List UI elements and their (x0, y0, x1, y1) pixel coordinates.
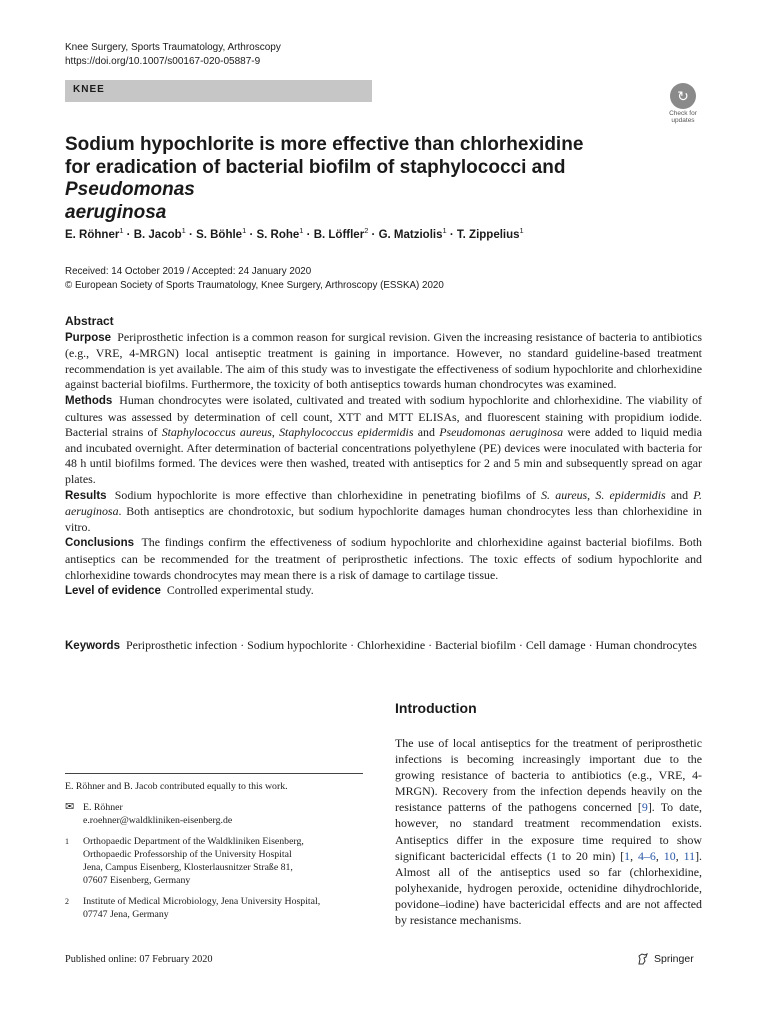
author-affiliation-marker: 1 (242, 226, 247, 235)
contact-name: E. Röhner (83, 802, 123, 813)
section-label: KNEE (73, 84, 105, 95)
author-name[interactable]: B. Jacob (133, 228, 182, 241)
author-name[interactable]: S. Rohe (256, 228, 300, 241)
abstract-results: Results Sodium hypochlorite is more effective than chlorhexidine in penetrating biofilms of S. aureus, S. epidermidis and P. aeruginosa. Both antiseptics are chondrotoxic, but sodium hypochlorite damages human chondrocytes less than chlorhexidine in vitro. (65, 487, 702, 534)
keywords (65, 637, 702, 654)
affiliation-number: 1 (65, 837, 69, 846)
received-accepted: Received: 14 October 2019 / Accepted: 24 January 2020 (65, 266, 312, 277)
author-name[interactable]: G. Matziolis (378, 228, 443, 241)
journal-header (65, 41, 281, 69)
citation-link[interactable]: 10 (663, 848, 676, 863)
author-affiliation-marker: 1 (299, 226, 304, 235)
publisher-name: Springer (654, 953, 694, 965)
citation-link[interactable]: 9 (641, 800, 648, 815)
abstract (65, 314, 702, 600)
author-affiliation-marker: 2 (364, 226, 369, 235)
author-list (65, 226, 524, 241)
abstract-heading: Abstract (65, 314, 114, 328)
check-for-updates-button[interactable] (664, 83, 702, 123)
author-name[interactable]: T. Zippelius (456, 228, 520, 241)
springer-horse-icon (636, 952, 650, 966)
author-separator: · (446, 228, 457, 241)
citation-link[interactable]: 11 (683, 848, 696, 863)
author-name[interactable]: E. Röhner (65, 228, 120, 241)
footnote-divider (65, 773, 363, 774)
affiliation-number: 2 (65, 897, 69, 906)
author-separator: · (185, 228, 197, 241)
affiliation-1: 1 Orthopaedic Department of the Waldkliniken Eisenberg, Orthopaedic Professorship of the University Hospital Jena, Campus Eisenberg, Klosterlausnitzer Straße 81, 07607 Eisenberg, Germany (65, 836, 304, 886)
author-name[interactable]: S. Böhle (196, 228, 243, 241)
journal-name: Knee Surgery, Sports Traumatology, Arthroscopy (65, 42, 281, 53)
publisher-logo (636, 952, 694, 966)
author-affiliation-marker: 1 (519, 226, 524, 235)
author-name[interactable]: B. Löffler (313, 228, 365, 241)
introduction-body: The use of local antiseptics for the treatment of periprosthetic infections is becoming increasingly important due to the growing resistance of bacteria to antibiotics (e.g., VRE, 4-MRGN). Recovery from the infection depends heavily on the resistance patterns of the pathogens concerned [9]. To date, however, no standard treatment recommendation exists. Antiseptics differ in the exposure time required to show significant bactericidal effects (1 to 20 min) [1, 4–6, 10, 11]. Almost all of the antiseptics used so far (chlorhexidine, polyhexanide, hydrogen peroxide, octenidine dihydrochloride, povidone–iodine) have bactericidal effects and are not affected by resistance mechanisms. (395, 736, 702, 928)
article-title: Sodium hypochlorite is more effective than chlorhexidine for eradication of bacterial biofilm of staphylococci and Pseudomonas aeruginosa (65, 134, 584, 223)
article-dates (65, 265, 444, 292)
abstract-evidence: Level of evidence Controlled experimental study. (65, 583, 314, 598)
footnotes (65, 780, 363, 929)
keywords-text: Periprosthetic infection · Sodium hypochlorite · Chlorhexidine · Bacterial biofilm · Cell damage · Human chondrocytes (125, 638, 697, 652)
abstract-purpose: Purpose Periprosthetic infection is a common reason for surgical revision. Given the increasing resistance of bacteria to antibiotics (e.g., VRE, 4-MRGN) local antiseptic treatment is gaining in importance. However, no standard guideline-based treatment recommendation is yet available. The aim of this study was to investigate the effectiveness of sodium hypochlorite and chlorhexidine against bacterial biofilms. Furthermore, the toxicity of both antiseptics towards human chondrocytes was examined. (65, 329, 702, 392)
copyright-line: © European Society of Sports Traumatology, Knee Surgery, Arthroscopy (ESSKA) 2020 (65, 279, 444, 291)
author-affiliation-marker: 1 (442, 226, 447, 235)
refresh-icon: ↻ (670, 83, 696, 109)
check-updates-text: Check for updates (669, 110, 697, 124)
affiliation-2: 2 Institute of Medical Microbiology, Jena University Hospital, 07747 Jena, Germany (65, 896, 321, 920)
citation-link[interactable]: 1 (624, 848, 631, 863)
author-affiliation-marker: 1 (181, 226, 186, 235)
author-separator: · (368, 228, 379, 241)
author-separator: · (246, 228, 257, 241)
author-separator: · (303, 228, 314, 241)
author-separator: · (123, 228, 134, 241)
published-online: Published online: 07 February 2020 (65, 954, 213, 965)
section-bar (65, 80, 372, 102)
introduction-heading: Introduction (395, 700, 477, 716)
abstract-conclusions: Conclusions The findings confirm the effectiveness of sodium hypochlorite and chlorhexidine against bacterial biofilms. Both antiseptics can be recommended for the treatment of periprosthetic infections. The toxic effects of sodium hypochlorite and chlorhexidine towards chondrocytes may mean there is a risk of damage to cartilage tissue. (65, 535, 702, 582)
contact-email[interactable]: e.roehner@waldkliniken-eisenberg.de (83, 815, 233, 826)
corresponding-author (65, 801, 363, 827)
envelope-icon: ✉ (65, 801, 75, 813)
citation-link[interactable]: 4–6 (638, 848, 656, 863)
keywords-label: Keywords (65, 640, 120, 652)
equal-contribution-note: E. Röhner and B. Jacob contributed equally to this work. (65, 781, 288, 792)
abstract-methods: Methods Human chondrocytes were isolated, cultivated and treated with sodium hypochlorite and chlorhexidine. The viability of cultures was assessed by determination of cell count, XTT and MTT ELISAs, and fluorescent staining with propidium iodide. Bacterial strains of Staphylococcus aureus, Staphylococcus epidermidis and Pseudomonas aeruginosa were added to liquid media and incubated overnight. After determination of bacterial concentrations polyethylene (PE) devices were inoculated with bacteria for 48 h until biofilms formed. The devices were then washed, treated with antiseptics for 2 and 5 min and subsequently spread on agar plates. (65, 392, 702, 486)
doi-link[interactable]: https://doi.org/10.1007/s00167-020-05887-9 (65, 56, 261, 67)
author-affiliation-marker: 1 (119, 226, 124, 235)
